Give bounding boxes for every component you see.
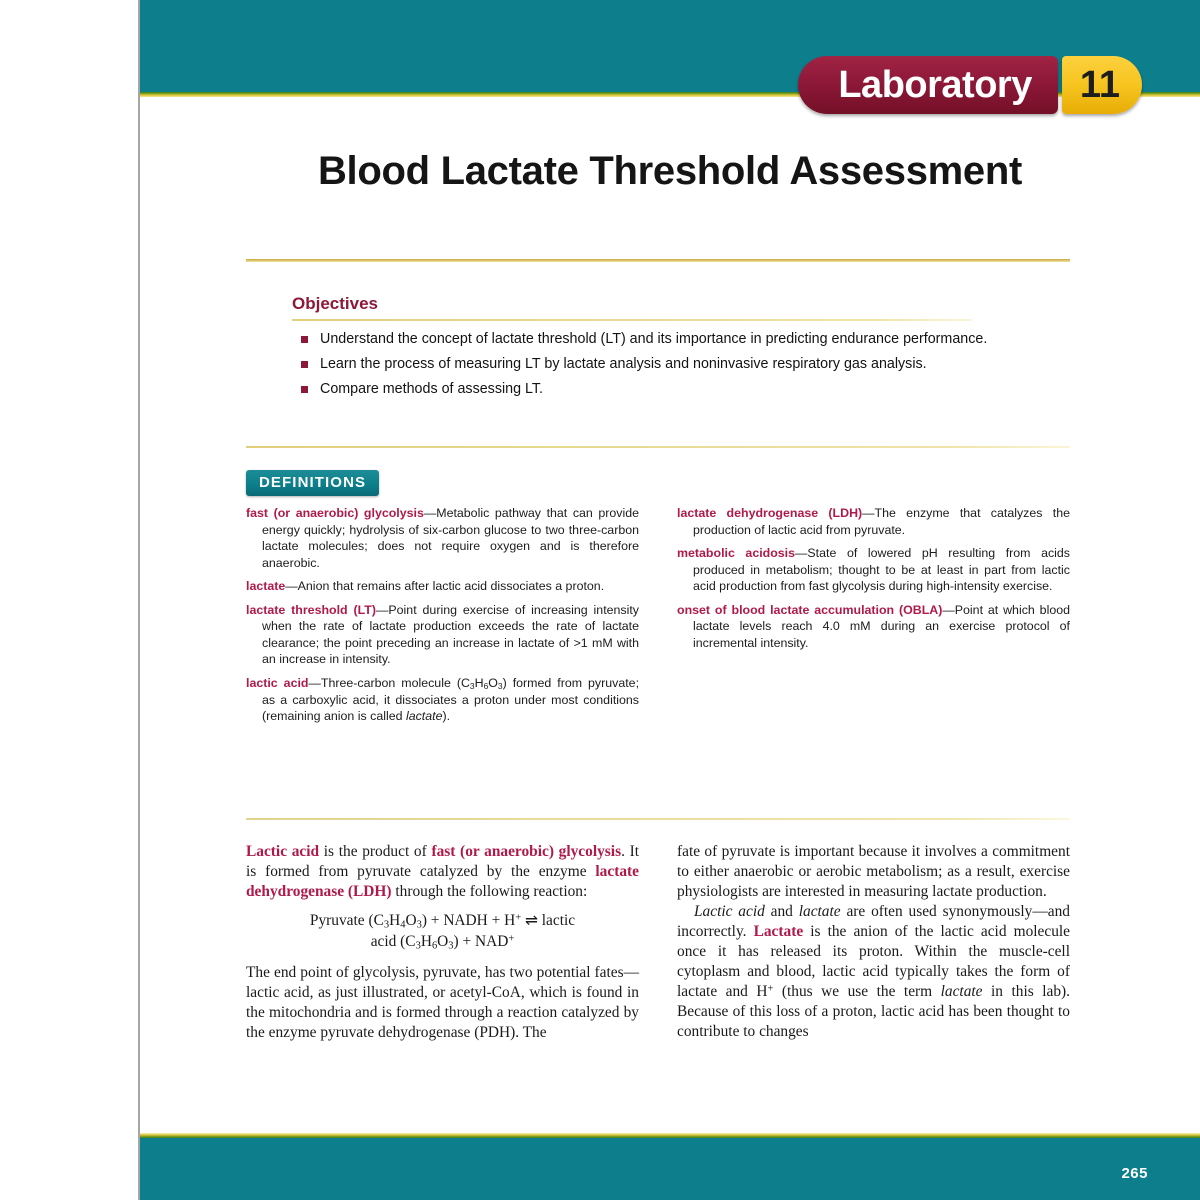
definition-text: The enzyme that catalyzes the production of lactic acid from pyruvate.: [693, 506, 1070, 537]
formula-sub: 3: [469, 680, 475, 691]
definitions-right-column: [677, 505, 1070, 732]
paragraph-text: . It is formed from pyruvate catalyzed by the enzyme: [246, 843, 640, 881]
formula-sup: +: [515, 912, 522, 924]
definition-text-post: ) formed from pyruvate; as a carboxylic acid, it dissociates a proton under most conditions (remaining anion is called: [262, 675, 640, 724]
definition-term: fast (or anaerobic) glycolysis: [246, 506, 424, 520]
definition-dash: —: [862, 506, 875, 520]
page-number: 265: [1121, 1165, 1148, 1182]
term-lactate: Lactate: [753, 923, 804, 941]
formula-sub: 3: [415, 940, 421, 952]
body-left-column: [246, 842, 639, 1043]
objective-text: Compare methods of assessing LT.: [320, 381, 544, 398]
paragraph-text: is the anion of the lactic acid molecule once it has released its proton. Within the muscle-cell cytoplasm and blood, lactic acid typically takes the form of lactate and H: [677, 923, 1071, 1001]
paragraph-text: and: [764, 903, 799, 921]
definition-dash: —: [795, 546, 808, 560]
list-item: [292, 380, 992, 399]
definition-dash: —: [376, 602, 389, 617]
definitions-left-column: [246, 505, 639, 732]
definitions-badge: DEFINITIONS: [246, 470, 379, 496]
paragraph: [246, 842, 639, 902]
objective-text: Understand the concept of lactate threshold (LT) and its importance in predicting endurance performance.: [320, 331, 988, 347]
formula-sub: 3: [383, 919, 390, 931]
definition-entry: [246, 578, 639, 595]
laboratory-label: Laboratory: [798, 56, 1057, 114]
bullet-square-icon: [301, 386, 308, 393]
objectives-heading: Objectives: [292, 294, 378, 313]
definition-dash: —: [942, 602, 955, 617]
page-title: Blood Lactate Threshold Assessment: [317, 149, 1023, 193]
formula-sub: 3: [416, 919, 422, 931]
definitions-block: [246, 505, 1070, 800]
italic-lactic-acid: Lactic acid: [694, 903, 765, 921]
textbook-page: [138, 0, 1200, 1200]
definition-term: lactate dehydrogenase (LDH): [677, 506, 863, 520]
objectives-bottom-divider: [246, 446, 1070, 448]
bottom-teal-band: [140, 1138, 1200, 1200]
definition-entry: [677, 545, 1070, 595]
paragraph-text: in this lab). Because of this loss of a proton, lactic acid has been thought to contribute to changes: [677, 983, 1070, 1041]
definition-text-end: ).: [442, 709, 451, 724]
term-fast-glycolysis: fast (or anaerobic) glycolysis: [431, 843, 622, 860]
definition-text: Point at which blood lactate levels reach 4.0 mM during an exercise protocol of incremental intensity.: [693, 602, 1070, 650]
term-ldh: lactate dehydrogenase (LDH): [246, 863, 639, 901]
definition-entry: [246, 602, 639, 668]
definition-term: onset of blood lactate accumulation (OBLA): [677, 602, 943, 617]
formula-sub: 3: [497, 680, 503, 691]
definition-term: lactate threshold (LT): [246, 602, 376, 617]
paragraph: [677, 902, 1070, 1042]
definition-text-pre: Three-carbon molecule (C: [320, 675, 470, 690]
definition-text: Metabolic pathway that can provide energy quickly; hydrolysis of six-carbon glucose to two three-carbon lactate molecules; does not require oxygen and is therefore anaerobic.: [262, 506, 640, 570]
term-lactic-acid: Lactic acid: [246, 843, 320, 860]
list-item: [292, 330, 992, 349]
definition-entry: lactic acid—Three-carbon molecule $(C_3H_6O_3)$ formed from pyruvate; as a carboxylic acid, it dissociates a proton under most conditions (remaining anion is called lactate).: [246, 675, 640, 724]
formula-sub: 4: [400, 919, 406, 931]
formula-sup: +: [508, 934, 515, 946]
paragraph-text: (thus we use the term: [773, 983, 941, 1001]
italic-lactate: lactate: [798, 903, 841, 921]
formula-sub: 6: [431, 940, 438, 952]
definition-text: State of lowered pH resulting from acids produced in metabolism; thought to be at least in part from lactic acid production from fast glycolysis during high-intensity exercise.: [693, 546, 1070, 593]
bullet-square-icon: [301, 361, 308, 368]
bullet-square-icon: [301, 336, 308, 343]
definition-dash: —: [285, 579, 298, 593]
body-divider: [246, 818, 1070, 820]
objectives-divider: [292, 319, 972, 321]
italic-lactate-2: lactate: [940, 983, 983, 1001]
definition-term: lactic acid: [246, 675, 309, 690]
definition-dash: —: [308, 675, 321, 690]
definition-entry: [246, 505, 639, 571]
definition-term: lactate: [246, 579, 286, 593]
laboratory-number: 11: [1062, 56, 1142, 114]
definition-term: metabolic acidosis: [677, 546, 796, 560]
paragraph-text: through the following reaction:: [391, 883, 588, 901]
body-right-column: [677, 842, 1070, 1043]
chemical-equation: Pyruvate $(C_3H_4O_3)$ + NADH + H+ ⇌ lactic acid $(C_3H_6O_3) + NAD^+$: [309, 912, 576, 952]
formula-sup: +: [767, 983, 774, 995]
list-item: [292, 355, 992, 374]
formula-sub: 6: [483, 680, 489, 691]
body-text: [246, 842, 1070, 1043]
formula-sub: 3: [448, 940, 454, 952]
objective-text: Learn the process of measuring LT by lactate analysis and noninvasive respiratory gas analysis.: [320, 356, 927, 373]
paragraph-text: is the product of: [319, 843, 432, 860]
definition-italic-tail: lactate: [405, 709, 443, 724]
definition-entry: [677, 505, 1070, 538]
definition-text: Point during exercise of increasing intensity when the rate of lactate production exceeds the rate of lactate clearance; the point preceding an increase in lactate of >1 mM with an increase in intensity.: [262, 602, 640, 666]
paragraph: fate of pyruvate is important because it involves a commitment to either anaerobic or aerobic metabolism; as a result, exercise physiologists are interested in measuring lactate production.: [677, 843, 1070, 901]
objectives-list: [292, 330, 992, 405]
paragraph-text: are often used synonymously—and incorrectly.: [677, 903, 1070, 941]
definition-text: Anion that remains after lactic acid dissociates a proton.: [297, 579, 605, 593]
definition-dash: —: [423, 506, 437, 520]
laboratory-tag: [798, 56, 1142, 114]
title-divider: [246, 259, 1070, 262]
paragraph: The end point of glycolysis, pyruvate, has two potential fates—lactic acid, as just illustrated, or acetyl-CoA, which is found in the mitochondria and is formed through a reaction catalyzed by the enzyme pyruvate dehydrogenase (PDH). The: [246, 963, 639, 1041]
definition-entry: [677, 602, 1070, 652]
